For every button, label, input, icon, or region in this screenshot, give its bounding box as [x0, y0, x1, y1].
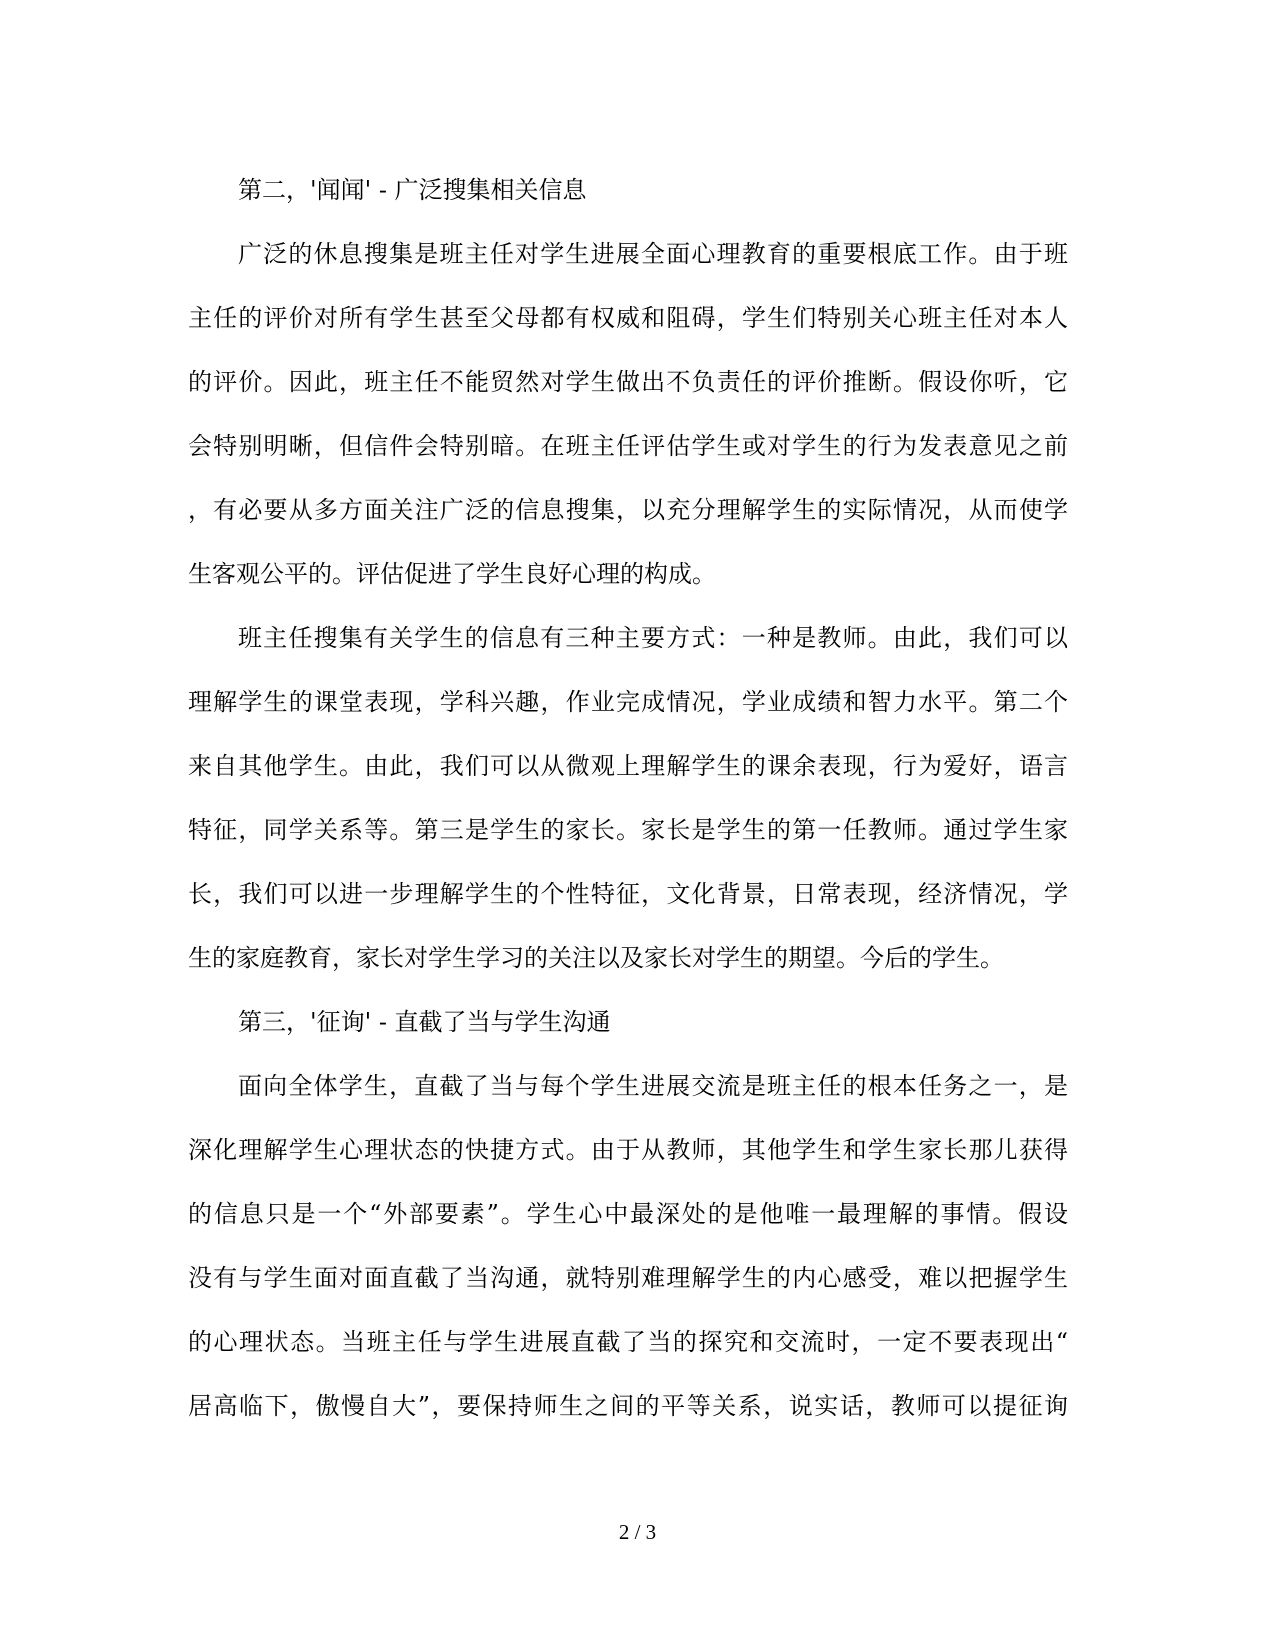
paragraph-line: 主任的评价对所有学生甚至父母都有权威和阻碍，学生们特别关心班主任对本人: [188, 304, 1068, 332]
paragraph-line: 特征，同学关系等。第三是学生的家长。家长是学生的第一任教师。通过学生家: [188, 816, 1068, 844]
paragraph-line: 班主任搜集有关学生的信息有三种主要方式：一种是教师。由此，我们可以: [238, 624, 1068, 652]
paragraph-line: 的评价。因此，班主任不能贸然对学生做出不负责任的评价推断。假设你听，它: [188, 368, 1068, 396]
document-body: [188, 158, 1068, 1438]
paragraph-line: 没有与学生面对面直截了当沟通，就特别难理解学生的内心感受，难以把握学生: [188, 1264, 1068, 1292]
paragraph-line: 的信息只是一个“外部要素”。学生心中最深处的是他唯一最理解的事情。假设: [188, 1200, 1068, 1228]
paragraph-line: 居高临下，傲慢自大”，要保持师生之间的平等关系，说实话，教师可以提征询: [188, 1392, 1068, 1420]
paragraph-line: 深化理解学生心理状态的快捷方式。由于从教师，其他学生和学生家长那儿获得: [188, 1136, 1068, 1164]
paragraph-line: 生客观公平的。评估促进了学生良好心理的构成。: [188, 560, 716, 588]
paragraph-line: 广泛的休息搜集是班主任对学生进展全面心理教育的重要根底工作。由于班: [238, 240, 1068, 268]
page-number: 2 / 3: [618, 1520, 657, 1544]
paragraph-line: 理解学生的课堂表现，学科兴趣，作业完成情况，学业成绩和智力水平。第二个: [188, 688, 1068, 716]
paragraph-line: 生的家庭教育，家长对学生学习的关注以及家长对学生的期望。今后的学生。: [188, 944, 1004, 972]
paragraph-line: 会特别明晰，但信件会特别暗。在班主任评估学生或对学生的行为发表意见之前: [188, 432, 1068, 460]
paragraph-line: ，有必要从多方面关注广泛的信息搜集，以充分理解学生的实际情况，从而使学: [188, 496, 1068, 524]
paragraph-line: 面向全体学生，直截了当与每个学生进展交流是班主任的根本任务之一，是: [238, 1072, 1068, 1100]
section-heading: 第三，'征询' - 直截了当与学生沟通: [238, 1008, 611, 1036]
paragraph-line: 来自其他学生。由此，我们可以从微观上理解学生的课余表现，行为爱好，语言: [188, 752, 1068, 780]
section-heading: 第二，'闻闻' - 广泛搜集相关信息: [238, 176, 587, 204]
paragraph-line: 的心理状态。当班主任与学生进展直截了当的探究和交流时，一定不要表现出“: [188, 1328, 1068, 1356]
paragraph-line: 长，我们可以进一步理解学生的个性特征，文化背景，日常表现，经济情况，学: [188, 880, 1068, 908]
